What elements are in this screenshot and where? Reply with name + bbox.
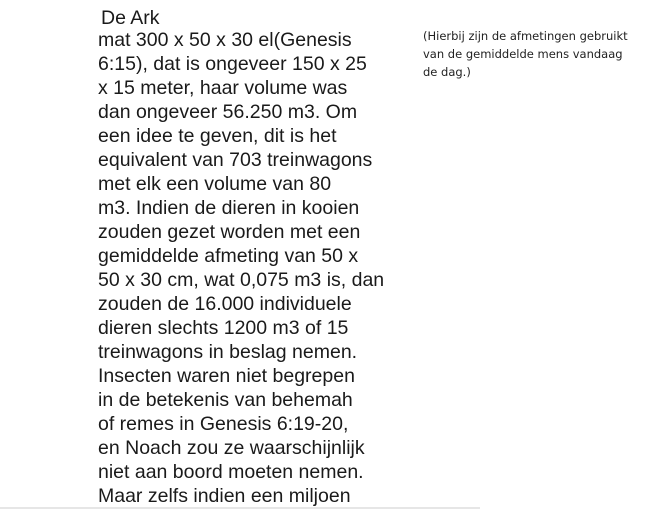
text-line: x 15 meter, haar volume was xyxy=(98,77,348,99)
text-line: of remes in Genesis 6:19-20, xyxy=(98,413,349,435)
side-note xyxy=(423,27,645,81)
text-line: Insecten waren niet begrepen xyxy=(98,365,355,387)
text-line: equivalent van 703 treinwagons xyxy=(98,149,373,171)
note-line: (Hierbij zijn de afmetingen gebruikt xyxy=(423,29,628,43)
text-line: gemiddelde afmeting van 50 x xyxy=(98,245,359,267)
text-line: en Noach zou ze waarschijnlijk xyxy=(98,437,365,459)
main-text-block xyxy=(98,6,418,508)
text-line: met elk een volume van 80 xyxy=(98,173,332,195)
text-line: Maar zelfs indien een miljoen xyxy=(98,485,351,507)
text-line: een idee te geven, dit is het xyxy=(98,125,337,147)
text-line: 50 x 30 cm, wat 0,075 m3 is, dan xyxy=(98,269,385,291)
text-line: zouden de 16.000 individuele xyxy=(98,293,352,315)
text-line: dan ongeveer 56.250 m3. Om xyxy=(98,101,358,123)
text-line: mat 300 x 50 x 30 el(Genesis xyxy=(98,29,352,51)
text-line: dieren slechts 1200 m3 of 15 xyxy=(98,317,349,339)
page-title: De Ark xyxy=(101,7,160,29)
note-line: de dag.) xyxy=(423,65,471,79)
note-line: van de gemiddelde mens vandaag xyxy=(423,47,623,61)
text-line: 6:15), dat is ongeveer 150 x 25 xyxy=(98,53,367,75)
text-line: zouden gezet worden met een xyxy=(98,221,361,243)
text-line: in de betekenis van behemah xyxy=(98,389,353,411)
text-line: m3. Indien de dieren in kooien xyxy=(98,197,360,219)
text-line: niet aan boord moeten nemen. xyxy=(98,461,364,483)
text-line: treinwagons in beslag nemen. xyxy=(98,341,358,363)
